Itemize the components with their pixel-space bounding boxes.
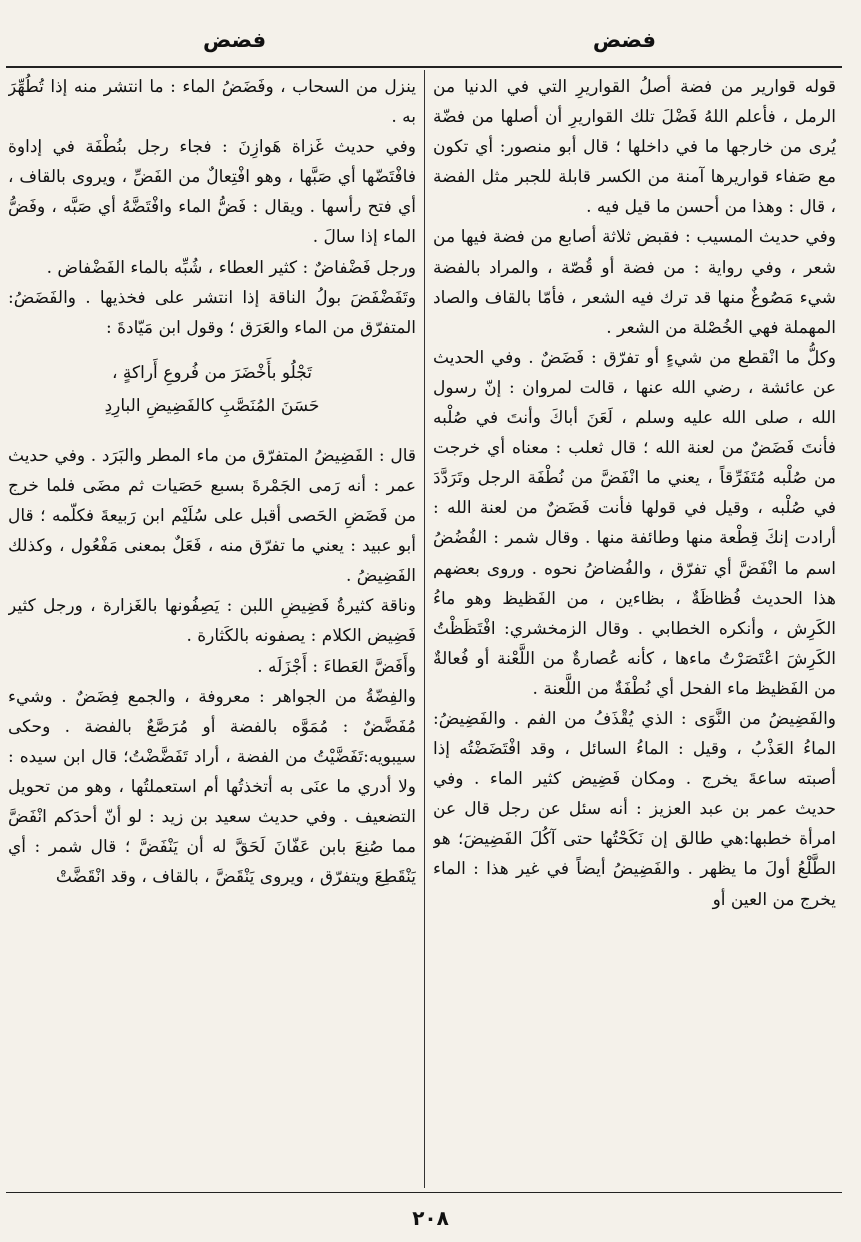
paragraph: وتَفَضْفَضَ بولُ الناقة إذا انتشر على فخذيها . والفَضَضُ: المتفرّق من الماء والعَرَق ؛ وقول ابن مَيّادةَ : [8, 287, 416, 338]
page-header [0, 28, 861, 58]
top-rule [6, 66, 842, 68]
paragraph: ينزل من السحاب ، وفَضَضُ الماء : ما انتشر منه إذا تُطُهِّرَ به . [8, 77, 416, 128]
paragraph: وناقة كثيرةُ فَضِيضِ اللبن : يَصِفُونها بالغَزارة ، ورجل كثير فَضِيض الكلام : يصفونه بالكَثارة . [8, 596, 416, 647]
poetry-verse [8, 357, 416, 423]
verse-line: حَسَنَ المُنَصَّبِ كالفَضِيضِ البارِدِ [104, 395, 320, 416]
paragraph: ورجل فَضْفاضٌ : كثير العطاء ، شُبِّه بالماء الفَضْفاض . [46, 257, 416, 278]
left-header-word: فضض [203, 28, 267, 52]
paragraph: قال : الفَضِيضُ المتفرّق من ماء المطر والبَرَد . وفي حديث عمر : أنه رَمى الجَمْرةَ بسبع حَصَيات ثم مضَى فلما خرج من فَضَضِ الحَصى أقبل على سُلَيْم ابن رَبيعةَ فكلّمه ؛ قال أبو عبيد : يعني ما تفرّق منه ، فَعَلٌ بمعنى مَفْعُول ، وكذلك الفَضِيضُ . [8, 445, 416, 587]
left-column [8, 72, 416, 1184]
paragraph: وفي حديث المسيب : فقبض ثلاثة أصابع من فضة فيها من شعر ، وفي رواية : من فضة أو قُصّة ، والمراد بالفضة شيء مَصُوغٌ منها قد ترك فيه الشعر ، فأمّا بالقاف والصاد المهملة فهي الخُصْلة من الشعر . [433, 227, 836, 338]
right-column [433, 72, 836, 1184]
paragraph: والفَضِيضُ من النَّوَى : الذي يُقْذَفُ من الفم . والفَضِيضُ: الماءُ العَذْبُ ، وقيل : الماءُ السائل ، وقد افْتَضَضْتُه إذا أصبته ساعةَ يخرج . ومكان فَضِيض كثير الماء . وفي حديث عمر بن عبد العزيز : أنه سئل عن رجل قال عن امرأة خطبها:هي طالق إن نَكَحْتُها حتى آكُلَ الفَضِيضَ؛ هو الطَّلْعُ أولَ ما يظهر . والفَضِيضُ أيضاً في غير هذا : الماء يخرج من العين أو [433, 708, 836, 910]
page-number: ٢٠٨ [412, 1206, 449, 1230]
verse-line: تَجْلُو بأَخْضَرَ من فُروعِ أَراكةٍ ، [112, 362, 312, 383]
paragraph: قوله قوارير من فضة أصلُ القواريرِ التي في الدنيا من الرمل ، فأعلم اللهُ فَضْلَ تلك القواريرِ أن أصلها من فضّة يُرى من خارجها ما في داخلها ؛ قال أبو منصور: أي تكون مع صَفاء قواريرها آمنة من الكسر قابلة للجبر مثل الفضة ، قال : وهذا من أحسن ما قيل فيه . [433, 77, 836, 218]
column-separator [424, 70, 425, 1188]
bottom-rule [6, 1192, 842, 1193]
paragraph: وكلُّ ما انْقطع من شيءٍ أو تفرّق : فَضَضٌ . وفي الحديث عن عائشة ، رضي الله عنها ، قالت لمروان : إنّ رسول الله ، صلى الله عليه وسلم ، لَعَنَ أباكَ وأنتَ في صُلْبه فأنتَ فَضَضٌ من لعنة الله ؛ قال ثعلب : معناه أي خرجت من صُلْبه مُتَفَرِّقاً ، يعني ما انْفَضَّ من نُطْفَة الرجل وتَرَدَّدَ في صُلْبه ، وقيل في قولها فأنت فَضَضٌ من لعنة الله : أرادت إنكَ قِطْعة منها وطائفة منها . وقال شمر : الفُضُضُ اسم ما انْفَضَّ أي تفرّق ، والفُضاضُ نحوه . وروى بعضهم هذا الحديث فُظاظَةٌ ، بظاءين ، من الفَظيظ وهو ماءُ الكَرِش ، وأنكره الخطابي . وقال الزمخشري: افْتَظَظْتُ الكَرِشَ اعْتَصَرْتُ ماءها ، كأنه عُصارةٌ من اللَّعْنة أو فُعالةٌ من الفَظيظ ماء الفحل أي نُطْفَةٌ من اللَّعنة . [433, 347, 836, 699]
paragraph: والفِضّةُ من الجواهر : معروفة ، والجمع فِضَضٌ . وشيء مُفَضَّضٌ : مُمَوَّه بالفضة أو مُرَصَّعٌ بالفضة . وحكى سيبويه:تَفَضَّيْتُ من الفضة ، أراد تَفَضَّضْتُ؛ قال ابن سيده : ولا أدري ما عنَى به أتخذتُها أم استعملتُها ، وهو من تحويل التضعيف . وفي حديث سعيد بن زيد : لو أنّ أحدَكم انْفَضَّ مما صُنِعَ بابن عَفّانَ لَحَقَّ له أن يَنْفَضَّ ؛ قال شمر : أي يَنْقَطِعَ ويتفرّق ، ويروى يَنْقَضَّ ، بالقاف ، وقد انْقَضَّتْ [8, 686, 416, 888]
paragraph: وفي حديث غَزاة هَوازِنَ : فجاء رجل بنُطْفَة في إداوة فافْتَضّها أي صَبَّها ، وهو افْتِعالٌ من الفَضِّ ، ويروى بالقاف ، أي فتح رأسها . ويقال : فَضُّ الماء وافْتَضَّهُ أي صَبَّه ، وفَضُّ الماء إذا سالَ . [8, 137, 416, 248]
right-header-word: فضض [592, 28, 656, 52]
paragraph: وأَفَضَّ العَطاءَ : أَجْزَلَه . [257, 656, 416, 677]
